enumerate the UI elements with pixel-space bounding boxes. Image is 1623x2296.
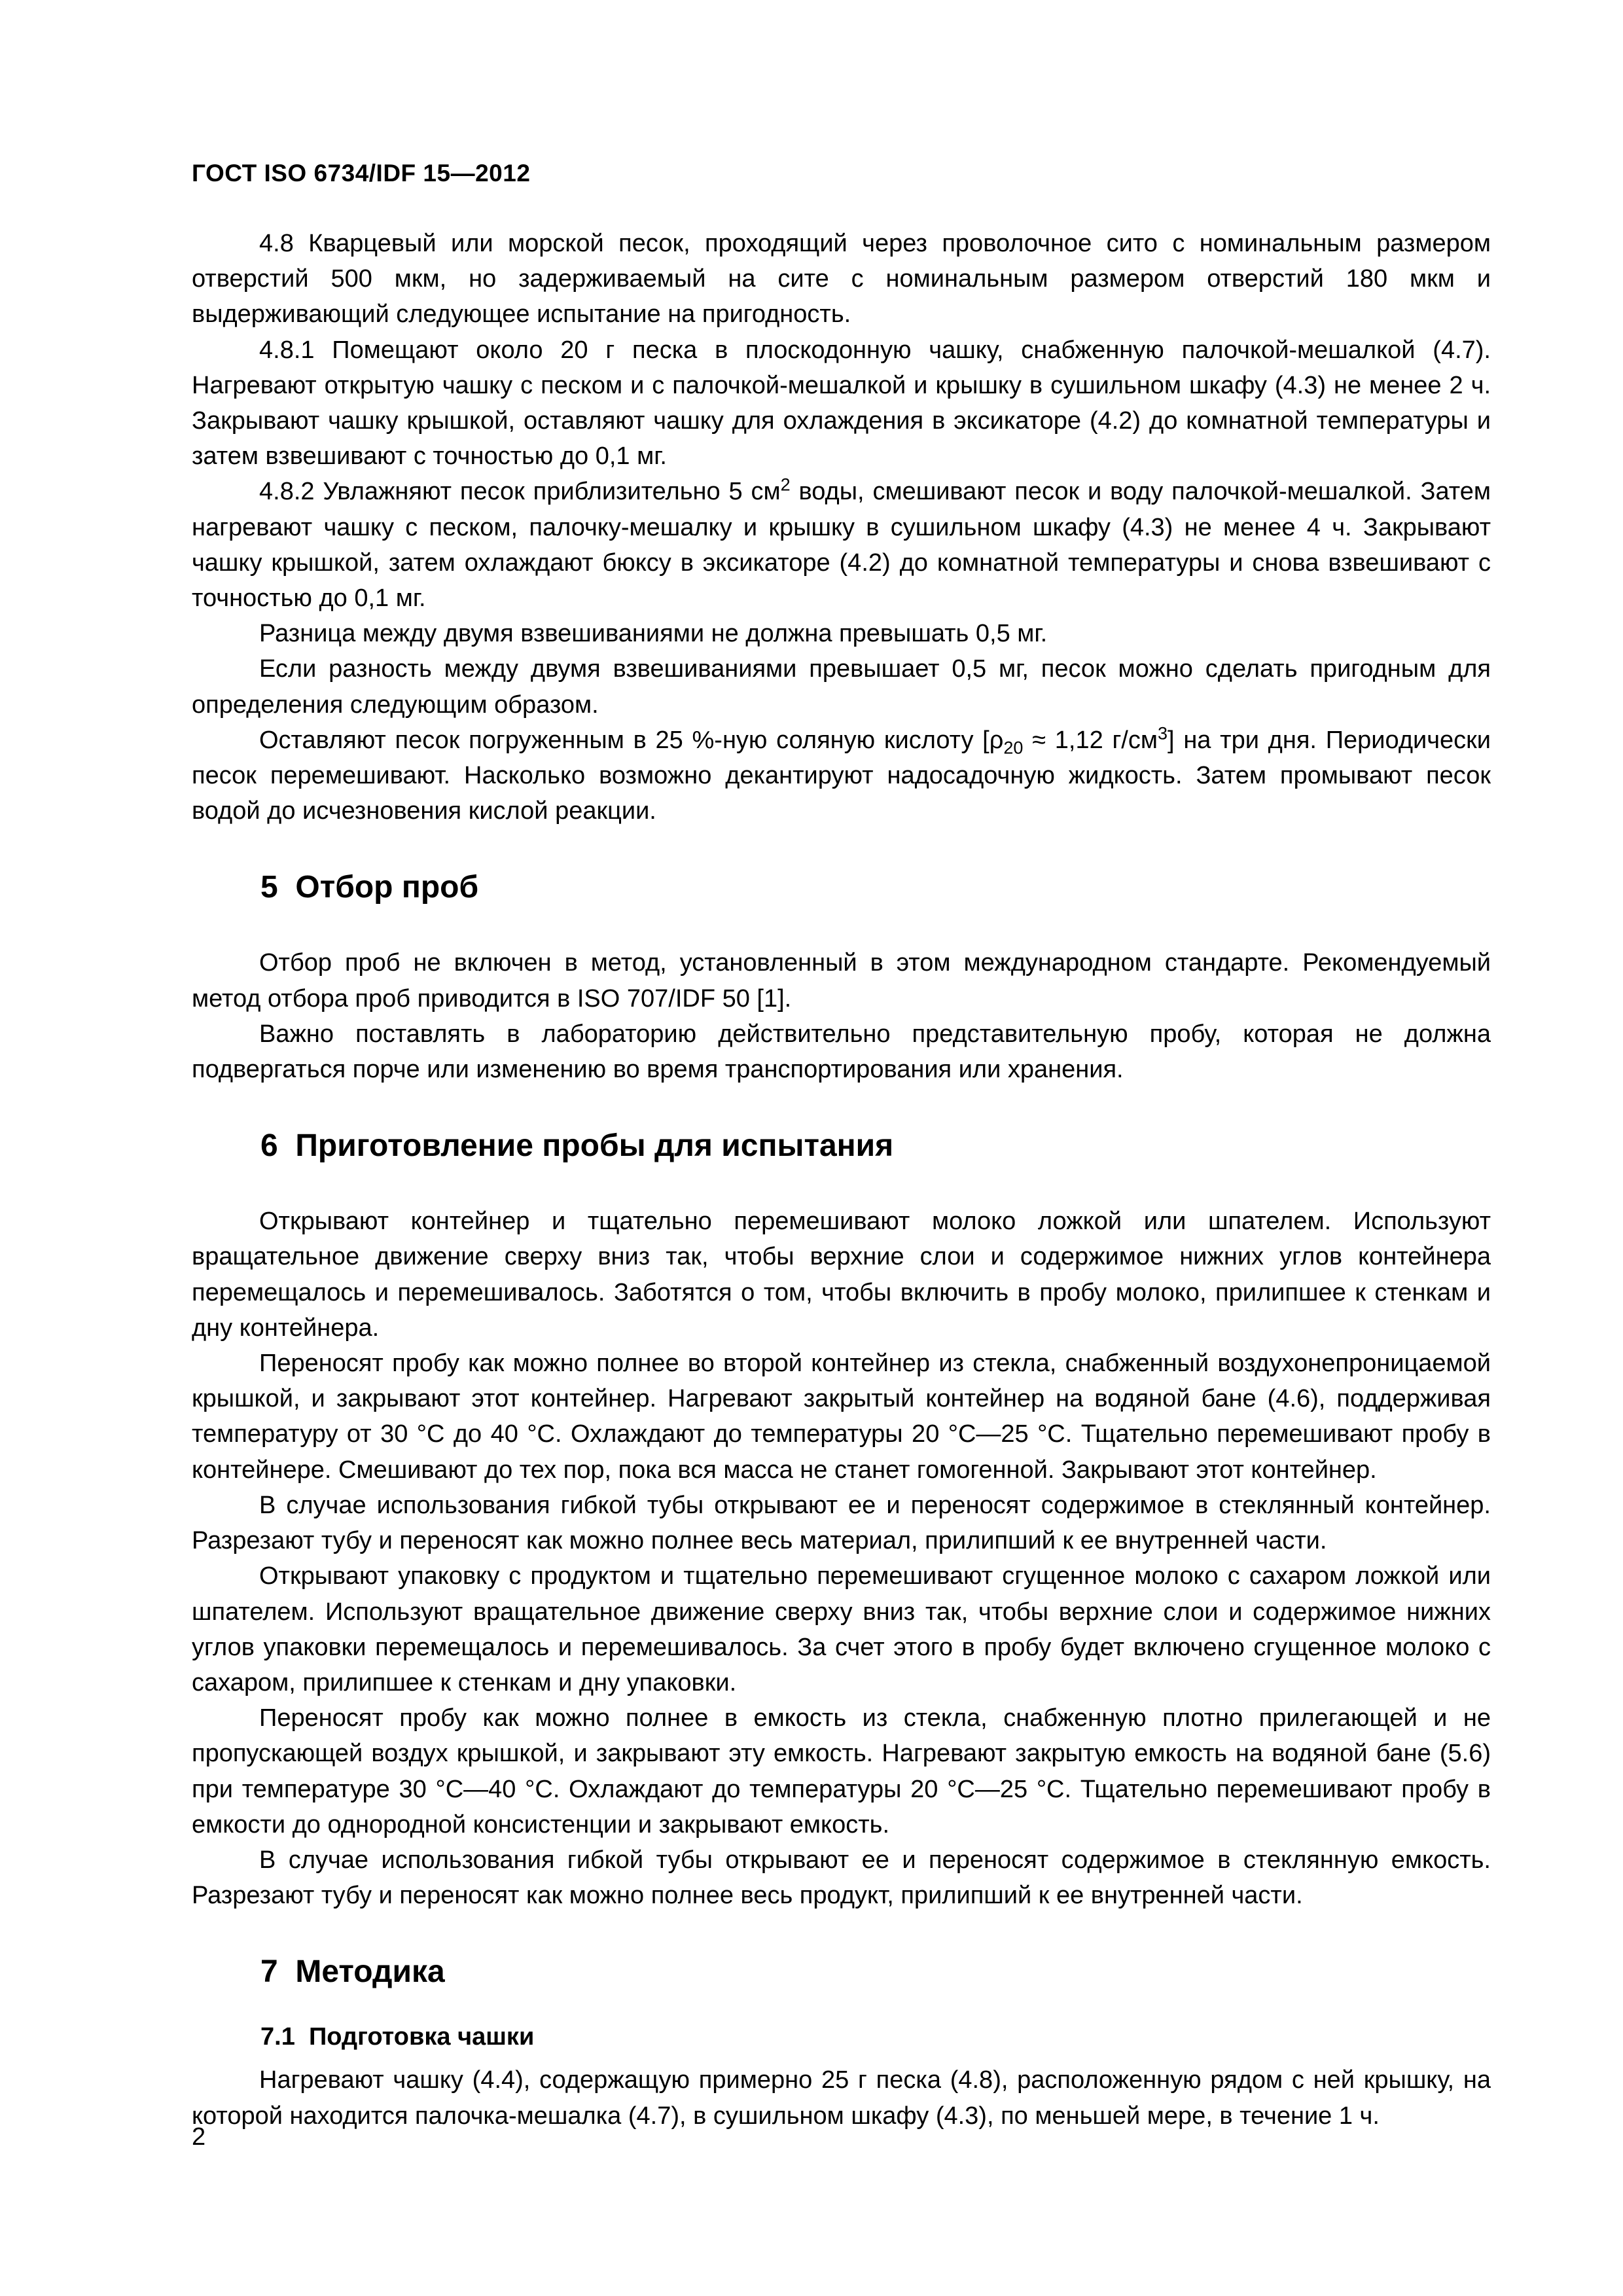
section-6-paragraph-5: Переносят пробу как можно полнее в емкость из стекла, снабженную плотно прилегающей и не пропускающей воздух крышкой, и закрывают эту емкость. Нагревают закрытую емкость на водяной бане (5.6) при температуре 30 °С—40 °С. Охлаждают до температуры 20 °С—25 °С. Тщательно перемешивают пробу в емкости до однородной консистенции и закрывают емкость.: [192, 1704, 1491, 1839]
section-5-heading: 5 Отбор проб: [260, 870, 479, 905]
section-6-paragraph-4: Открывают упаковку с продуктом и тщательно перемешивают сгущенное молоко с сахаром ложкой или шпателем. Используют вращательное движение сверху вниз так, чтобы верхние слои и содержимое нижних углов упаковки перемещалось и перемешивалось. За счет этого в пробу будет включено сгущенное молоко с сахаром, прилипшее к стенкам и дну упаковки.: [192, 1562, 1491, 1696]
acid-text-a: Оставляют песок погруженным в 25 %-ную соляную кислоту [ρ: [259, 726, 1004, 754]
paragraph-4-8-2-text-a: 4.8.2 Увлажняют песок приблизительно 5 см: [259, 478, 781, 506]
standard-header: ГОСТ ISO 6734/IDF 15—2012: [192, 160, 531, 187]
paragraph-if-difference: Если разность между двумя взвешиваниями превышает 0,5 мг, песок можно сделать пригодным для определения следующим образом.: [192, 655, 1491, 719]
paragraph-acid-treatment: [192, 723, 1491, 829]
section-7-1-paragraph-1: Нагревают чашку (4.4), содержащую примерно 25 г песка (4.8), расположенную рядом с ней крышку, на которой находится палочка-мешалка (4.7), в сушильном шкафу (4.3), по меньшей мере, в течение 1 ч.: [192, 2066, 1491, 2130]
cm3-superscript: 3: [1158, 723, 1168, 744]
paragraph-weight-difference: Разница между двумя взвешиваниями не должна превышать 0,5 мг.: [259, 620, 1048, 648]
section-7-heading: 7 Методика: [260, 1954, 445, 1990]
paragraph-4-8-2: [192, 474, 1491, 616]
paragraph-4-8: 4.8 Кварцевый или морской песок, проходящий через проволочное сито с номинальным размером отверстий 500 мкм, но задерживаемый на сите с номинальным размером отверстий 180 мкм и выдерживающий следующее испытание на пригодность.: [192, 230, 1491, 329]
section-6-paragraph-6: В случае использования гибкой тубы открывают ее и переносят содержимое в стеклянную емкость. Разрезают тубу и переносят как можно полнее весь продукт, прилипший к ее внутренней части.: [192, 1846, 1491, 1910]
section-6-paragraph-1: Открывают контейнер и тщательно перемешивают молоко ложкой или шпателем. Используют вращательное движение сверху вниз так, чтобы верхние слои и содержимое нижних углов контейнера перемещалось и перемешивалось. Заботятся о том, чтобы включить в пробу молоко, прилипшее к стенкам и дну контейнера.: [192, 1208, 1491, 1342]
rho-subscript: 20: [1003, 738, 1024, 758]
section-6-paragraph-3: В случае использования гибкой тубы открывают ее и переносят содержимое в стеклянный контейнер. Разрезают тубу и переносят как можно полнее весь материал, прилипший к ее внутренней части.: [192, 1491, 1491, 1555]
subsection-7-1-heading: 7.1 Подготовка чашки: [260, 2023, 535, 2051]
section-6-paragraph-2: Переносят пробу как можно полнее во второй контейнер из стекла, снабженный воздухонепроницаемой крышкой, и закрывают этот контейнер. Нагревают закрытый контейнер на водяной бане (4.6), поддерживая температуру от 30 °С до 40 °С. Охлаждают до температуры 20 °С—25 °С. Тщательно перемешивают пробу в контейнере. Смешивают до тех пор, пока вся масса не станет гомогенной. Закрывают этот контейнер.: [192, 1350, 1491, 1484]
acid-text-c: ] на три дня. Периодически песок перемешивают. Насколько возможно декантируют надосадочную жидкость. Затем промывают песок водой до исчезновения кислой реакции.: [192, 726, 1491, 825]
page-number: 2: [192, 2123, 206, 2151]
section-5-paragraph-2: Важно поставлять в лабораторию действительно представительную пробу, которая не должна подвергаться порче или изменению во время транспортирования или хранения.: [192, 1020, 1491, 1084]
section-5-paragraph-1: Отбор проб не включен в метод, установленный в этом международном стандарте. Рекомендуемый метод отбора проб приводится в ISO 707/IDF 50 [1].: [192, 949, 1491, 1013]
section-6-heading: 6 Приготовление пробы для испытания: [260, 1128, 894, 1164]
paragraph-4-8-2-text-b: воды, смешивают песок и воду палочкой-мешалкой. Затем нагревают чашку с песком, палочку-мешалку и крышку в сушильном шкафу (4.3) не менее 4 ч. Закрывают чашку крышкой, затем охлаждают бюксу в эксикаторе (4.2) до комнатной температуры и снова взвешивают с точностью до 0,1 мг.: [192, 478, 1491, 613]
cm2-superscript: 2: [780, 475, 791, 495]
acid-text-b: ≈ 1,12 г/см: [1023, 726, 1158, 754]
paragraph-4-8-1: 4.8.1 Помещают около 20 г песка в плоскодонную чашку, снабженную палочкой-мешалкой (4.7). Нагревают открытую чашку с песком и с палочкой-мешалкой и крышку в сушильном шкафу (4.3) не менее 2 ч. Закрывают чашку крышкой, оставляют чашку для охлаждения в эксикаторе (4.2) до комнатной температуры и затем взвешивают с точностью до 0,1 мг.: [192, 336, 1491, 471]
page-body: [192, 226, 1491, 2134]
